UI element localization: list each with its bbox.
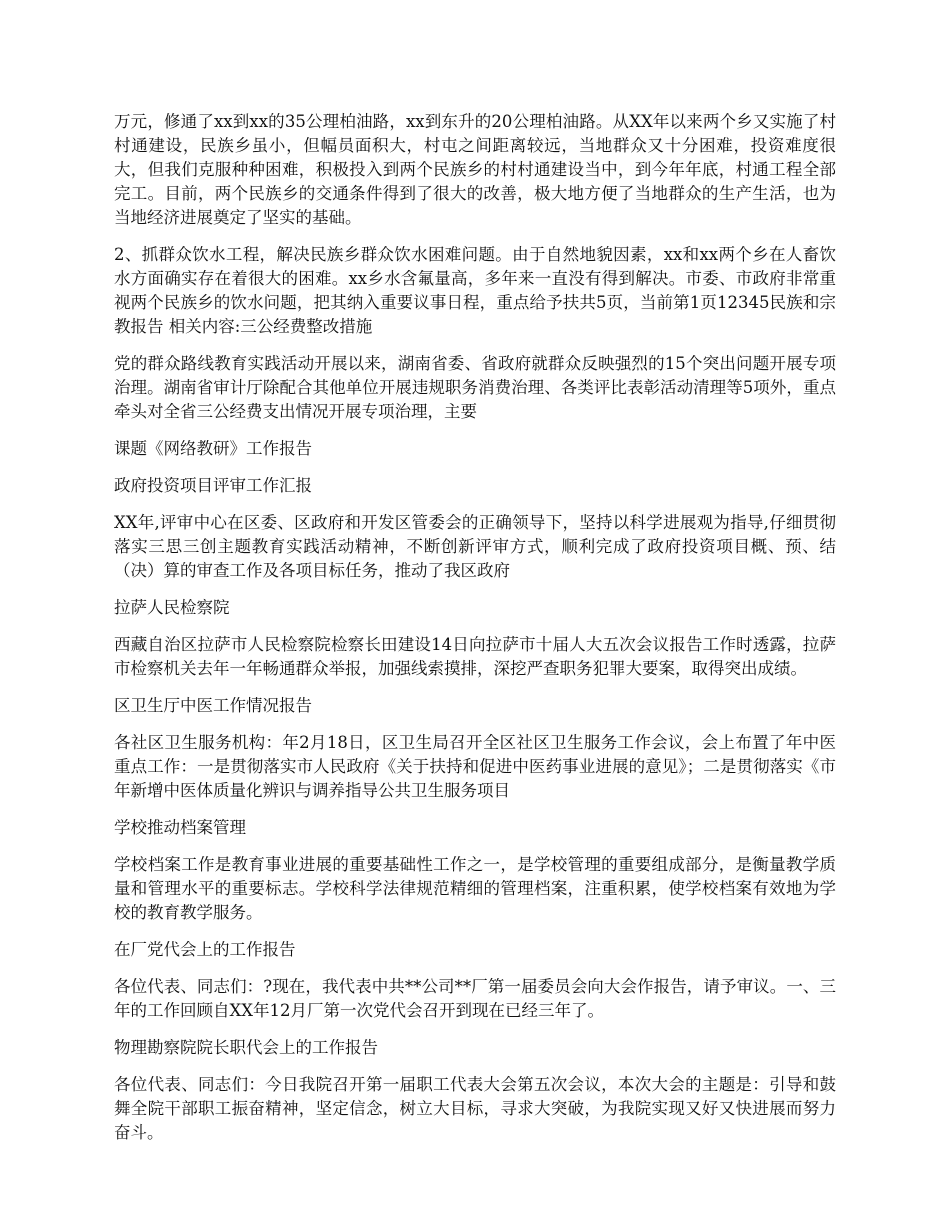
heading-survey-institute: 物理勘察院院长职代会上的工作报告 [114,1038,378,1057]
paragraph-drinking-water: 2、抓群众饮水工程，解决民族乡群众饮水困难问题。由于自然地貌因素，xx和xx两个乡在人畜饮水方面确实存在着很大的困难。xx乡水含氟量高，多年来一直没有得到解决。市委、市政府非常重视两个民族乡的饮水问题，把其纳入重要议事日程，重点给予扶共5页，当前第1页12345民族和宗教报告 相关内容:三公经费整改措施 [114,245,836,336]
heading-tcm-report: 区卫生厅中医工作情况报告 [114,696,312,715]
heading-party-congress: 在厂党代会上的工作报告 [114,940,296,959]
paragraph-investment-review: XX年,评审中心在区委、区政府和开发区管委会的正确领导下，坚持以科学进展观为指导,仔细贯彻落实三思三创主题教育实践活动精神，不断创新评审方式，顺利完成了政府投资项目概、预、结（决）算的审查工作及各项目标任务，推动了我区政府 [114,513,836,580]
heading-school-archives: 学校推动档案管理 [114,818,246,837]
paragraph-hunan-audit: 党的群众路线教育实践活动开展以来，湖南省委、省政府就群众反映强烈的15个突出问题开展专项治理。湖南省审计厅除配合其他单位开展违规职务消费治理、各类评比表彰活动清理等5项外，重点牵头对全省三公经费支出情况开展专项治理，主要 [114,354,836,421]
paragraph-school-archives: 学校档案工作是教育事业进展的重要基础性工作之一，是学校管理的重要组成部分，是衡量教学质量和管理水平的重要标志。学校科学法律规范精细的管理档案，注重积累，使学校档案有效地为学校的教育教学服务。 [114,855,836,922]
paragraph-lhasa-procuratorate: 西藏自治区拉萨市人民检察院检察长田建设14日向拉萨市十届人大五次会议报告工作时透露，拉萨市检察机关去年一年畅通群众举报，加强线索摸排，深挖严查职务犯罪大要案，取得突出成绩。 [114,635,836,678]
paragraph-party-congress: 各位代表、同志们：?现在，我代表中共**公司**厂第一届委员会向大会作报告，请予审议。一、三年的工作回顾自XX年12月厂第一次党代会召开到现在已经三年了。 [114,977,836,1020]
document-body [114,110,836,1158]
paragraph-tcm-report: 各社区卫生服务机构：年2月18日，区卫生局召开全区社区卫生服务工作会议，会上布置了年中医重点工作：一是贯彻落实市人民政府《关于扶持和促进中医药事业进展的意见》；二是贯彻落实《市年新增中医体质量化辨识与调养指导公共卫生服务项目 [114,733,836,800]
paragraph-road-construction: 万元，修通了xx到xx的35公理柏油路，xx到东升的20公理柏油路。从XX年以来两个乡又实施了村村通建设，民族乡虽小，但幅员面积大，村屯之间距离较远，当地群众又十分困难，投资难度很大，但我们克服种种困难，积极投入到两个民族乡的村村通建设当中，到今年年底，村通工程全部完工。目前，两个民族乡的交通条件得到了很大的改善，极大地方便了当地群众的生产生活，也为当地经济进展奠定了坚实的基础。 [114,112,836,227]
heading-network-research: 课题《网络教研》工作报告 [114,439,312,458]
paragraph-survey-institute: 各位代表、同志们：今日我院召开第一届职工代表大会第五次会议，本次大会的主题是：引导和鼓舞全院干部职工振奋精神，坚定信念，树立大目标，寻求大突破，为我院实现又好又快进展而努力奋斗。 [114,1075,836,1142]
heading-investment-review: 政府投资项目评审工作汇报 [114,476,312,495]
heading-lhasa-procuratorate: 拉萨人民检察院 [114,598,230,617]
